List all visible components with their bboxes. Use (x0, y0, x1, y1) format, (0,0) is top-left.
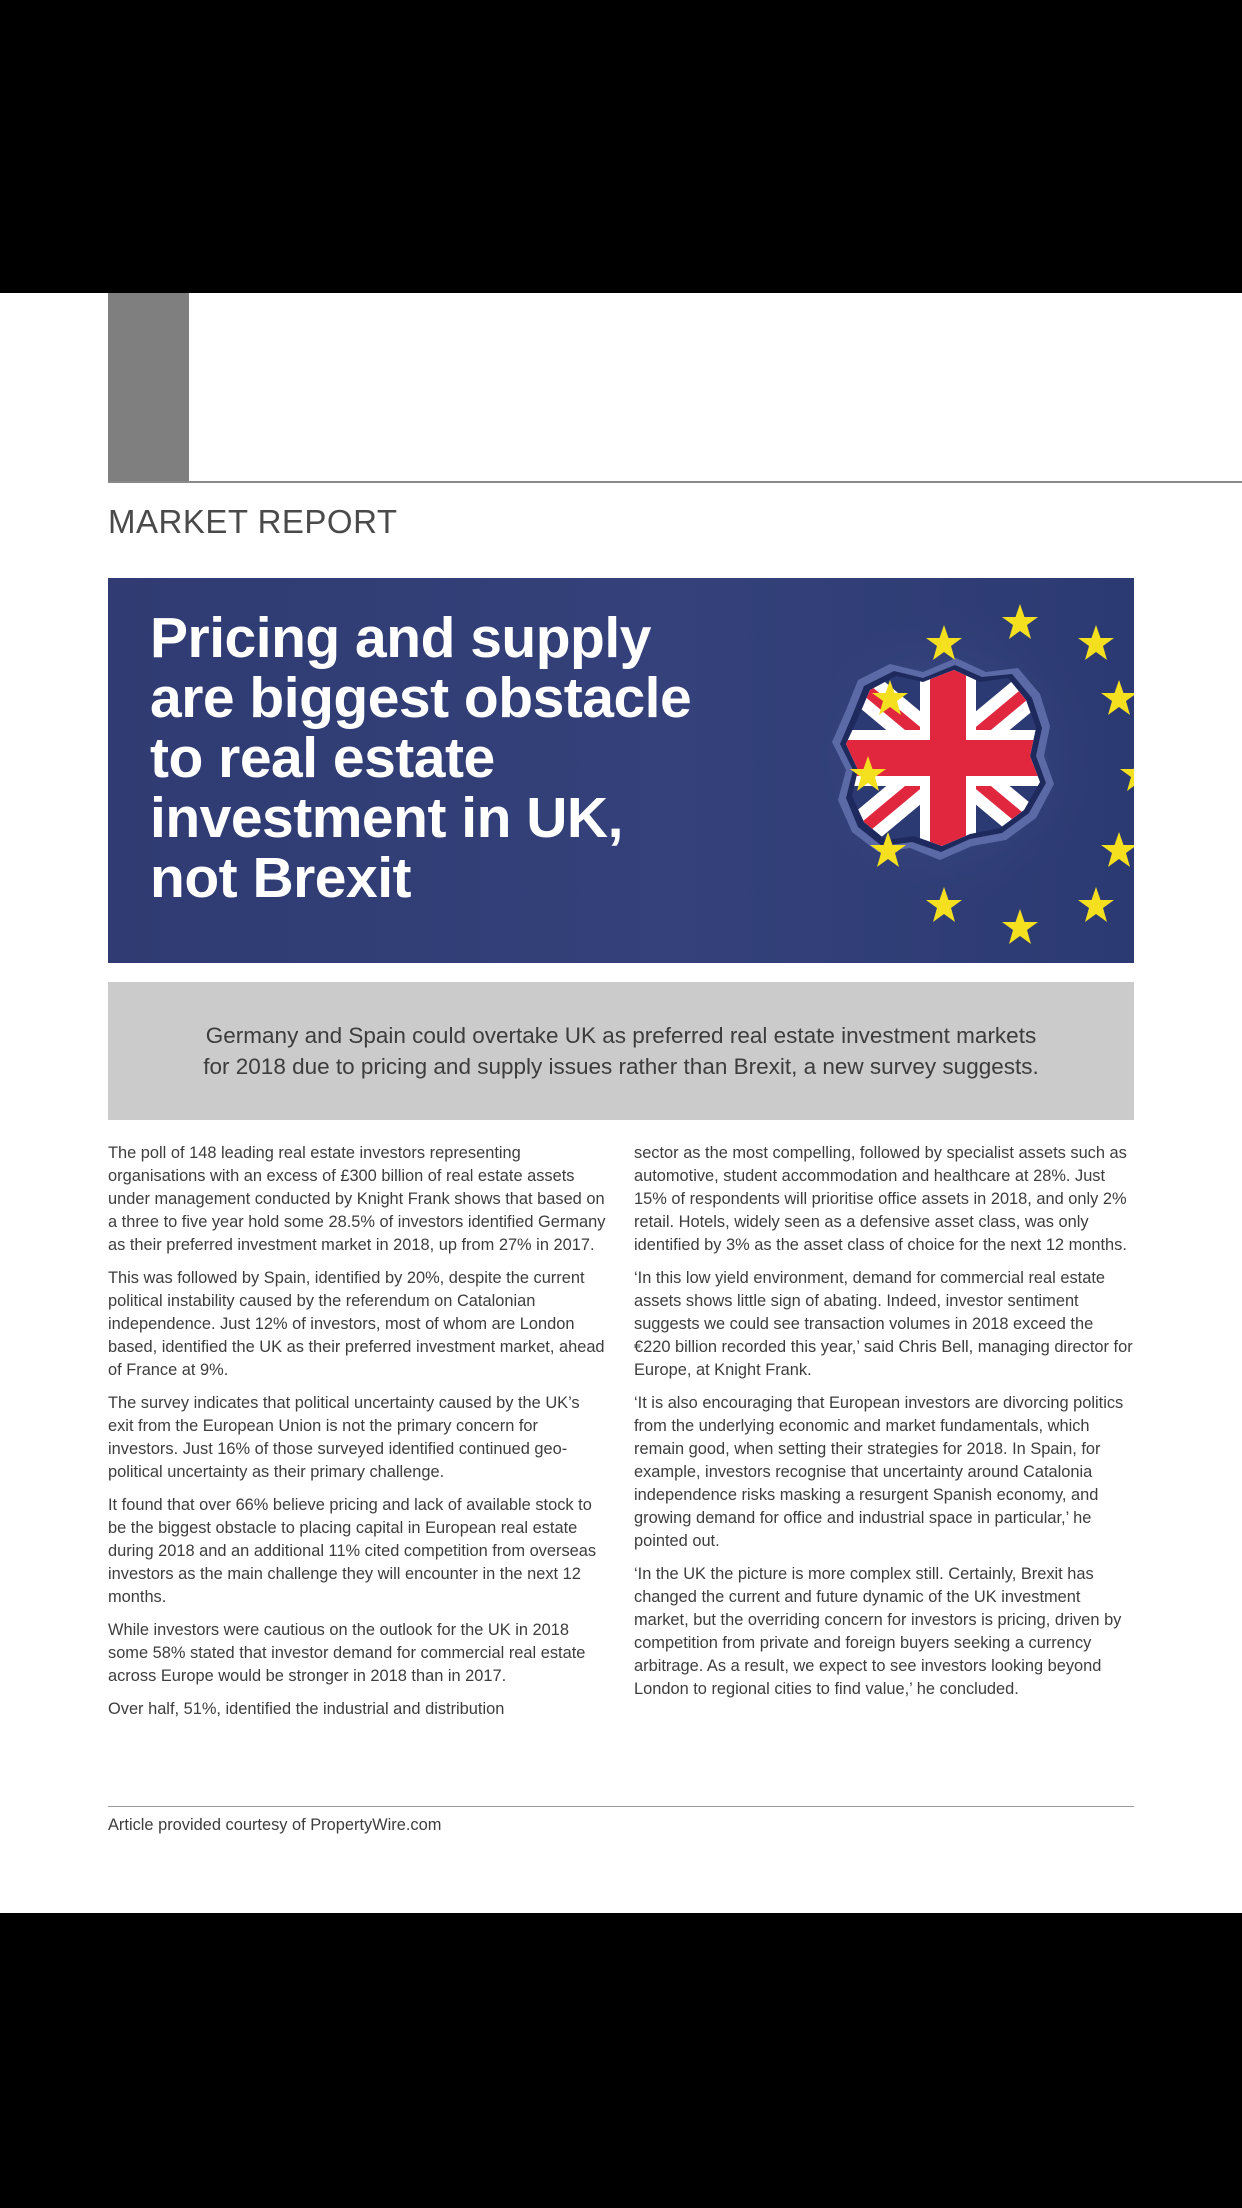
headline-banner (108, 578, 1134, 963)
magazine-page (0, 293, 1242, 1913)
paragraph: While investors were cautious on the outlook for the UK in 2018 some 58% stated that investor demand for commercial real estate across Europe would be stronger in 2018 than in 2017. (108, 1621, 586, 1685)
header-divider (108, 481, 1242, 483)
eu-flag-with-union-jack-icon (718, 578, 1134, 963)
left-column (108, 1142, 608, 1731)
paragraph: ‘In this low yield environment, demand for commercial real estate assets shows little sign of abating. Indeed, investor sentiment suggests we could see transaction volumes in 2018 exceed the €220 billion recorded this year,’ said Chris Bell, managing director for Europe, at Knight Frank. (634, 1269, 1133, 1379)
paragraph: Over half, 51%, identified the industrial and distribution (108, 1700, 505, 1718)
page-corner-tab (108, 293, 189, 482)
section-label: MARKET REPORT (108, 503, 398, 540)
footer-divider (108, 1806, 1134, 1807)
paragraph: ‘In the UK the picture is more complex still. Certainly, Brexit has changed the current and future dynamic of the UK investment market, but the overriding concern for investors is pricing, driven by competition from private and foreign buyers seeking a currency arbitrage. As a result, we expect to see investors looking beyond London to regional cities to find value,’ he concluded. (634, 1565, 1122, 1698)
paragraph: It found that over 66% believe pricing and lack of available stock to be the biggest obstacle to placing capital in European real estate during 2018 and an additional 11% cited competition from overseas investors as the main challenge they will encounter in the next 12 months. (108, 1496, 597, 1606)
right-column (634, 1142, 1134, 1711)
article-credit: Article provided courtesy of PropertyWire.com (108, 1816, 442, 1834)
paragraph: The poll of 148 leading real estate investors representing organisations with an excess of £300 billion of real estate assets under management conducted by Knight Frank shows that based on a three to five year hold some 28.5% of investors identified Germany as their preferred investment market in 2018, up from 27% in 2017. (108, 1144, 606, 1254)
paragraph: sector as the most compelling, followed by specialist assets such as automotive, student accommodation and healthcare at 28%. Just 15% of respondents will prioritise office assets in 2018, and only 2% retail. Hotels, widely seen as a defensive asset class, was only identified by 3% as the asset class of choice for the next 12 months. (634, 1144, 1127, 1254)
article-headline: Pricing and supply are biggest obstacle to real estate investment in UK, not Brexit (150, 606, 692, 910)
paragraph: The survey indicates that political uncertainty caused by the UK’s exit from the European Union is not the primary concern for investors. Just 16% of those surveyed identified continued geo-political uncertainty as their primary challenge. (108, 1394, 580, 1481)
paragraph: ‘It is also encouraging that European investors are divorcing politics from the underlying economic and market fundamentals, which remain good, when setting their strategies for 2018. In Spain, for example, investors recognise that uncertainty around Catalonia independence risks masking a resurgent Spanish economy, and growing demand for office and industrial space in particular,’ he pointed out. (634, 1394, 1124, 1550)
standfirst-box (108, 982, 1134, 1120)
standfirst-text: Germany and Spain could overtake UK as preferred real estate investment markets for 2018 due to pricing and supply issues rather than Brexit, a new survey suggests. (203, 1023, 1039, 1079)
paragraph: This was followed by Spain, identified by 20%, despite the current political instability caused by the referendum on Catalonian independence. Just 12% of investors, most of whom are London based, identified the UK as their preferred investment market, ahead of France at 9%. (108, 1269, 605, 1379)
